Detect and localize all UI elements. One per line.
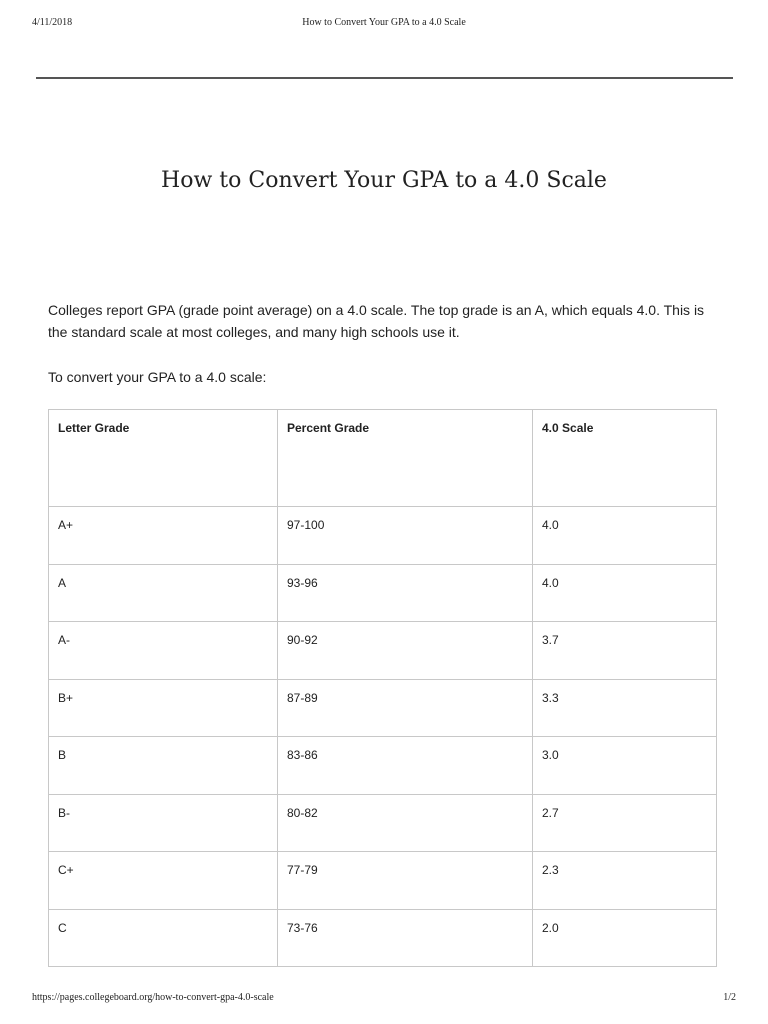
intro-paragraph: Colleges report GPA (grade point average) on a 4.0 scale. The top grade is an A, which equals 4.0. This is the standard scale at most colleges, and many high schools use it.	[48, 302, 705, 340]
table-header-row	[49, 410, 717, 507]
table-row	[49, 564, 717, 622]
cell-percent-grade: 77-79	[278, 852, 533, 910]
cell-4-0-scale: 4.0	[533, 507, 717, 565]
cell-percent-grade: 90-92	[278, 622, 533, 680]
cell-letter-grade: A	[49, 564, 278, 622]
cell-percent-grade: 80-82	[278, 794, 533, 852]
print-footer-url: https://pages.collegeboard.org/how-to-convert-gpa-4.0-scale	[32, 992, 274, 1003]
table-row	[49, 679, 717, 737]
table-row	[49, 909, 717, 967]
table-row	[49, 852, 717, 910]
header-letter-grade: Letter Grade	[49, 410, 278, 507]
cell-letter-grade: C+	[49, 852, 278, 910]
cell-letter-grade: A-	[49, 622, 278, 680]
table-row	[49, 737, 717, 795]
header-4-0-scale: 4.0 Scale	[533, 410, 717, 507]
cell-percent-grade: 73-76	[278, 909, 533, 967]
print-footer	[32, 992, 736, 1006]
cell-letter-grade: C	[49, 909, 278, 967]
cell-letter-grade: B-	[49, 794, 278, 852]
cell-letter-grade: A+	[49, 507, 278, 565]
cell-percent-grade: 97-100	[278, 507, 533, 565]
table-lead-text: To convert your GPA to a 4.0 scale:	[48, 369, 267, 385]
page-title: How to Convert Your GPA to a 4.0 Scale	[161, 168, 607, 193]
print-header-title: How to Convert Your GPA to a 4.0 Scale	[302, 17, 466, 28]
print-header	[32, 17, 736, 31]
cell-letter-grade: B+	[49, 679, 278, 737]
cell-percent-grade: 83-86	[278, 737, 533, 795]
cell-4-0-scale: 3.0	[533, 737, 717, 795]
print-date: 4/11/2018	[32, 17, 73, 28]
header-percent-grade: Percent Grade	[278, 410, 533, 507]
cell-4-0-scale: 2.3	[533, 852, 717, 910]
table-row	[49, 794, 717, 852]
cell-letter-grade: B	[49, 737, 278, 795]
cell-percent-grade: 87-89	[278, 679, 533, 737]
cell-4-0-scale: 3.3	[533, 679, 717, 737]
cell-4-0-scale: 2.7	[533, 794, 717, 852]
cell-percent-grade: 93-96	[278, 564, 533, 622]
header-divider	[36, 77, 733, 79]
page-number: 1/2	[723, 992, 736, 1003]
gpa-conversion-table	[48, 409, 717, 967]
cell-4-0-scale: 2.0	[533, 909, 717, 967]
cell-4-0-scale: 4.0	[533, 564, 717, 622]
cell-4-0-scale: 3.7	[533, 622, 717, 680]
table-row	[49, 622, 717, 680]
table-row	[49, 507, 717, 565]
